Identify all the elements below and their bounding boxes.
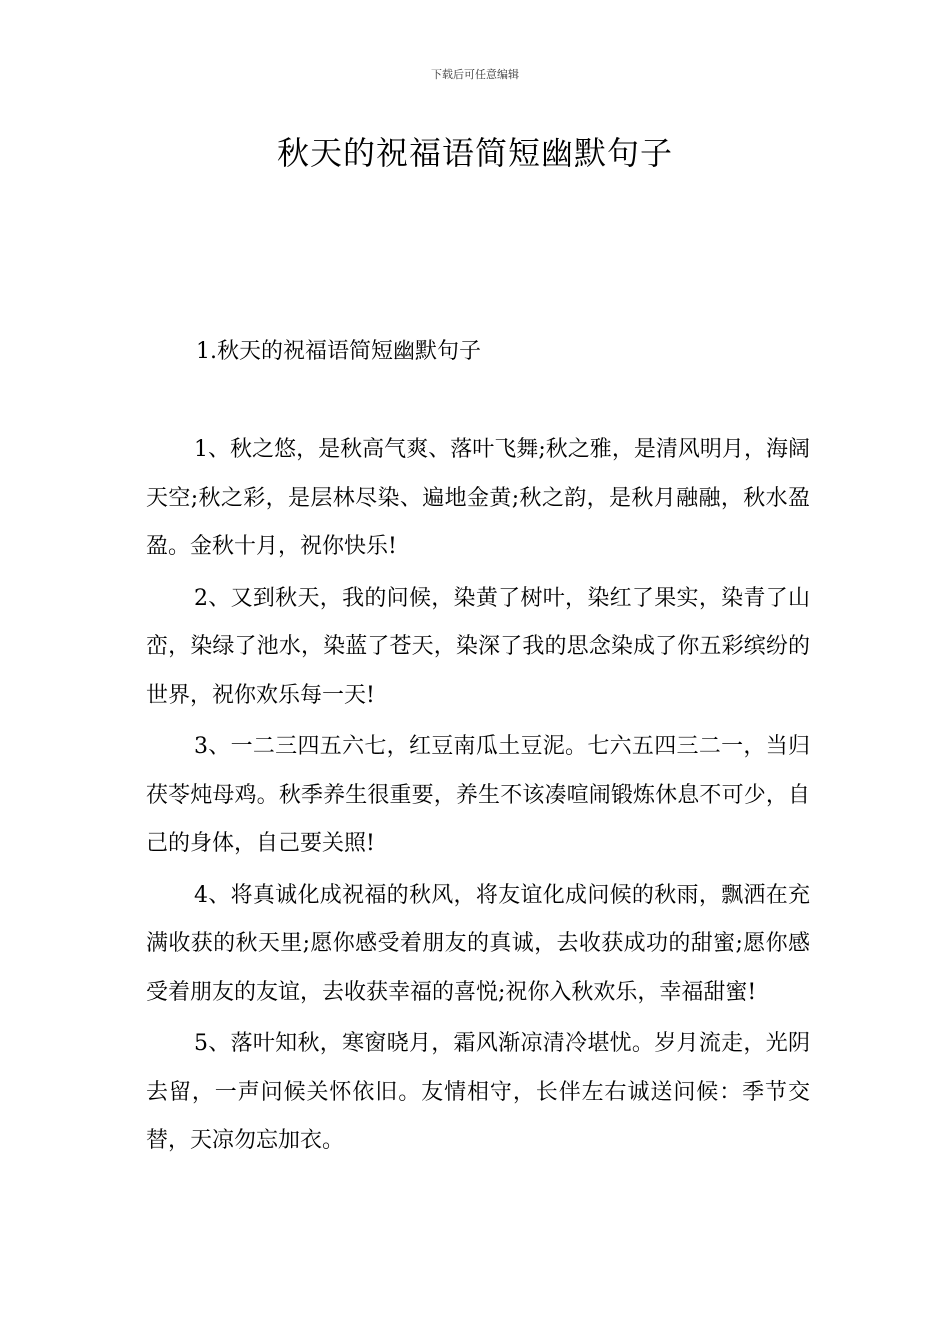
- header-note: 下载后可任意编辑: [431, 68, 519, 81]
- paragraph-3: 3、一二三四五六七，红豆南瓜土豆泥。七六五四三二一，当归茯苓炖母鸡。秋季养生很重要，养生不该凑喧闹锻炼休息不可少，自己的身体，自己要关照!: [146, 734, 810, 856]
- document-body: [146, 426, 810, 1169]
- section-heading: 1.秋天的祝福语简短幽默句子: [196, 339, 481, 364]
- paragraph-1: 1、秋之悠，是秋高气爽、落叶飞舞;秋之雅，是清风明月，海阔天空;秋之彩，是层林尽染、遍地金黄;秋之韵，是秋月融融，秋水盈盈。金秋十月，祝你快乐!: [146, 437, 810, 559]
- paragraph-5: 5、落叶知秋，寒窗晓月，霜风渐凉清冷堪忧。岁月流走，光阴去留，一声问候关怀依旧。友情相守，长伴左右诚送问候：季节交替，天凉勿忘加衣。: [146, 1031, 810, 1153]
- paragraph-4: 4、将真诚化成祝福的秋风，将友谊化成问候的秋雨，飘洒在充满收获的秋天里;愿你感受着朋友的真诚，去收获成功的甜蜜;愿你感受着朋友的友谊，去收获幸福的喜悦;祝你入秋欢乐，幸福甜蜜!: [146, 882, 810, 1005]
- paragraph-2: 2、又到秋天，我的问候，染黄了树叶，染红了果实，染青了山峦，染绿了池水，染蓝了苍天，染深了我的思念染成了你五彩缤纷的世界，祝你欢乐每一天!: [146, 585, 810, 708]
- document-title: 秋天的祝福语简短幽默句子: [276, 134, 673, 172]
